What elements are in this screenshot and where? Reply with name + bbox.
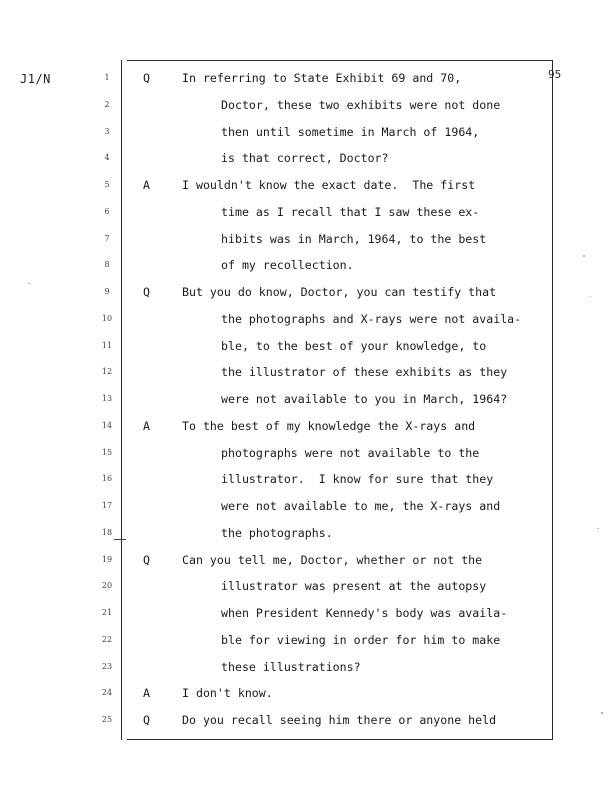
line-number: 10 [101,313,113,323]
transcript-line [0,471,612,487]
line-number: 15 [101,447,113,457]
line-text: time as I recall that I saw these ex- [221,204,480,219]
line-number: 24 [101,688,113,698]
line-number: 17 [101,501,113,510]
line-number: 1 [104,73,110,82]
transcript-line [0,578,612,594]
speaker-label: A [143,686,150,701]
line-text: In referring to State Exhibit 69 and 70, [182,71,462,85]
transcript-line [0,231,612,247]
line-text: when President Kennedy's body was availa- [221,606,508,620]
transcript-line [0,177,612,193]
line-text: then until sometime in March of 1964, [221,124,480,139]
transcript-line [0,70,612,86]
line-text: were not available to me, the X-rays and [221,499,501,513]
scan-speck [601,712,603,714]
transcript-line [0,311,612,327]
page-number: 95 [548,68,562,81]
line-number: 25 [101,715,113,724]
line-text: illustrator was present at the autopsy [221,579,487,594]
line-number: 7 [104,233,110,243]
transcript-line [0,284,612,300]
line-text: the illustrator of these exhibits as they [221,365,508,380]
line-text: were not available to you in March, 1964? [221,392,508,406]
speaker-label: A [143,418,150,433]
transcript-line [0,445,612,461]
line-text: the photographs and X-rays were not availa- [221,311,522,326]
scan-speck [583,255,585,257]
line-number: 13 [101,394,113,403]
transcript-line [0,685,612,701]
line-number: 2 [104,99,110,109]
line-number: 14 [101,420,113,430]
line-number: 22 [101,634,113,644]
line-number: 12 [101,367,113,377]
line-text: hibits was in March, 1964, to the best [221,231,487,246]
line-text: I don't know. [182,686,273,701]
line-number: 6 [104,206,110,216]
speaker-label: Q [143,71,150,85]
transcript-line [0,364,612,380]
line-number: 21 [101,608,113,617]
line-text: ble for viewing in order for him to make [221,632,501,647]
line-number: 9 [104,287,110,296]
line-number: 18 [101,527,113,537]
transcript-line [0,552,612,568]
transcript-line [0,659,612,675]
line-text: Doctor, these two exhibits were not done [221,97,501,112]
transcript-line [0,632,612,648]
line-text: photographs were not available to the [221,445,480,460]
line-text: is that correct, Doctor? [221,151,389,166]
line-number: 16 [101,474,113,484]
line-number: 3 [104,126,110,136]
transcript-line [0,257,612,273]
scan-speck [590,296,591,297]
line-number: 23 [101,661,113,671]
transcript-line [0,124,612,140]
transcript-line [0,605,612,621]
line-number: 19 [101,554,113,564]
transcript-line [0,338,612,354]
line-text: To the best of my knowledge the X-rays and [182,418,476,433]
transcript-line [0,97,612,113]
speaker-label: Q [143,285,150,299]
transcript-line [0,204,612,220]
line-number: 5 [104,180,110,189]
transcript-line [0,525,612,541]
header-code: J1/N [20,72,51,86]
line-text: the photographs. [221,525,333,540]
scan-speck [597,528,599,529]
line-text: Can you tell me, Doctor, whether or not the [182,552,483,567]
speaker-label: Q [143,552,150,567]
line-text: I wouldn't know the exact date. The first [182,178,476,192]
line-text: illustrator. I know for sure that they [221,472,494,487]
transcript-line [0,150,612,166]
transcript-line [0,418,612,434]
transcript-line [0,391,612,407]
scan-speck [28,283,30,284]
line-number: 8 [104,260,110,270]
line-number: 11 [101,340,113,350]
transcript-line [0,498,612,514]
line-number: 20 [101,581,113,591]
line-text: But you do know, Doctor, you can testify that [182,285,497,299]
line-text: ble, to the best of your knowledge, to [221,338,487,353]
line-number: 4 [104,153,110,163]
line-text: Do you recall seeing him there or anyone held [182,713,497,727]
transcript-line [0,712,612,728]
speaker-label: Q [143,713,150,727]
line-text: of my recollection. [221,258,354,273]
line-text: these illustrations? [221,659,361,674]
speaker-label: A [143,178,150,192]
